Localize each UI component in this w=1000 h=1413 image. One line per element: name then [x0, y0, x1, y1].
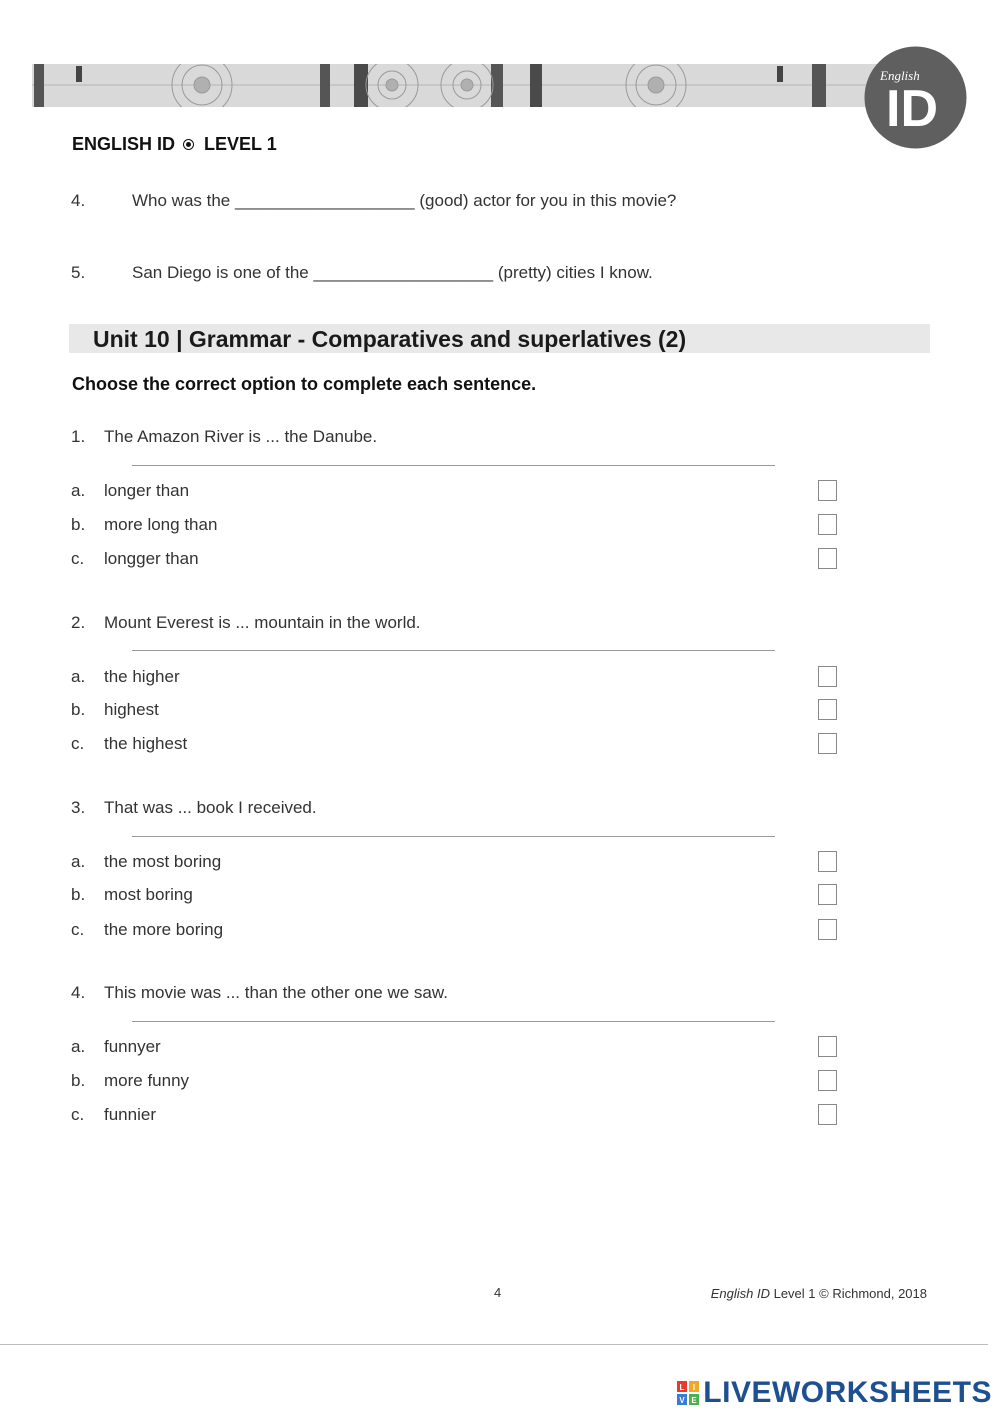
- answer-blank[interactable]: ___________________: [235, 191, 415, 210]
- footer-text: Level 1 © Richmond, 2018: [769, 1286, 927, 1301]
- option-checkbox[interactable]: [818, 733, 837, 754]
- option-checkbox[interactable]: [818, 1070, 837, 1091]
- item-text-before: Who was the: [132, 191, 231, 210]
- option-letter: a.: [71, 667, 86, 686]
- option-letter: c.: [71, 549, 85, 568]
- answer-blank[interactable]: ___________________: [313, 263, 494, 282]
- page-number: 4: [494, 1285, 502, 1300]
- option-checkbox[interactable]: [818, 851, 837, 872]
- copyright-footer: [711, 1286, 927, 1301]
- item-text-after: (good) actor for you in this movie?: [419, 191, 677, 210]
- question-text: The Amazon River is ... the Danube.: [104, 427, 378, 446]
- question-text: Mount Everest is ... mountain in the world.: [104, 613, 421, 632]
- answer-option: [71, 667, 180, 687]
- option-checkbox[interactable]: [818, 884, 837, 905]
- answer-option: [71, 481, 189, 501]
- answer-option: [71, 1071, 189, 1091]
- answer-option: [71, 1105, 156, 1125]
- option-checkbox[interactable]: [818, 699, 837, 720]
- option-letter: b.: [71, 700, 86, 719]
- fill-item: [71, 263, 653, 283]
- liveworksheets-badge-icon: [677, 1381, 699, 1405]
- item-text-before: San Diego is one of the: [132, 263, 309, 282]
- option-checkbox[interactable]: [818, 514, 837, 535]
- option-letter: b.: [71, 885, 86, 904]
- badge-letter: I: [693, 1383, 696, 1392]
- badge-letter: E: [691, 1396, 697, 1405]
- instructions: Choose the correct option to complete each sentence.: [72, 374, 537, 394]
- header-level: LEVEL 1: [204, 134, 277, 154]
- item-number: 5.: [71, 263, 86, 282]
- option-letter: a.: [71, 852, 86, 871]
- bullet-icon: [183, 139, 194, 150]
- option-letter: c.: [71, 1105, 85, 1124]
- question-number: 2.: [71, 613, 86, 632]
- liveworksheets-watermark: [677, 1375, 992, 1411]
- header-brand: ENGLISH ID: [72, 134, 176, 154]
- question-text: This movie was ... than the other one we saw.: [104, 983, 448, 1002]
- question-number: 1.: [71, 427, 86, 446]
- question: [71, 427, 377, 447]
- answer-option: [71, 549, 199, 569]
- answer-option: [71, 920, 223, 940]
- question: [71, 798, 317, 818]
- option-letter: a.: [71, 481, 86, 500]
- badge-letter: V: [679, 1396, 685, 1405]
- divider: [132, 650, 775, 651]
- section-title: Unit 10 | Grammar - Comparatives and superlatives (2): [69, 324, 930, 353]
- option-text: the highest: [104, 734, 188, 753]
- worksheet-header: [72, 134, 277, 155]
- option-checkbox[interactable]: [818, 666, 837, 687]
- divider: [132, 1021, 775, 1022]
- question-text: That was ... book I received.: [104, 798, 317, 817]
- option-letter: b.: [71, 1071, 86, 1090]
- question-number: 3.: [71, 798, 86, 817]
- footer-brand: English ID: [710, 1286, 770, 1301]
- option-text: highest: [104, 700, 159, 719]
- divider: [132, 836, 775, 837]
- answer-option: [71, 734, 187, 754]
- question-number: 4.: [71, 983, 86, 1002]
- option-text: more funny: [104, 1071, 190, 1090]
- option-letter: a.: [71, 1037, 86, 1056]
- option-letter: b.: [71, 515, 86, 534]
- option-text: more long than: [104, 515, 218, 534]
- english-id-logo: [864, 46, 967, 149]
- badge-letter: L: [679, 1383, 685, 1392]
- liveworksheets-text: LIVEWORKSHEETS: [703, 1376, 992, 1409]
- option-text: funnier: [104, 1105, 156, 1124]
- footer-rule: [0, 1344, 988, 1345]
- option-text: funnyer: [104, 1037, 161, 1056]
- option-checkbox[interactable]: [818, 1104, 837, 1125]
- fill-item: [71, 191, 676, 211]
- option-letter: c.: [71, 920, 85, 939]
- question: [71, 613, 421, 633]
- item-text-after: (pretty) cities I know.: [497, 263, 653, 282]
- option-text: the more boring: [104, 920, 224, 939]
- answer-option: [71, 700, 159, 720]
- answer-option: [71, 515, 217, 535]
- divider: [132, 465, 775, 466]
- option-checkbox[interactable]: [818, 1036, 837, 1057]
- item-number: 4.: [71, 191, 86, 210]
- svg-text:ID: ID: [886, 80, 938, 138]
- option-text: longer than: [104, 481, 190, 500]
- option-text: the higher: [104, 667, 180, 686]
- option-checkbox[interactable]: [818, 480, 837, 501]
- option-letter: c.: [71, 734, 85, 753]
- question: [71, 983, 448, 1003]
- svg-text:English: English: [880, 68, 920, 83]
- option-checkbox[interactable]: [818, 919, 837, 940]
- answer-option: [71, 852, 221, 872]
- option-checkbox[interactable]: [818, 548, 837, 569]
- option-text: longger than: [104, 549, 199, 568]
- option-text: most boring: [104, 885, 193, 904]
- answer-option: [71, 885, 193, 905]
- answer-option: [71, 1037, 161, 1057]
- option-text: the most boring: [104, 852, 222, 871]
- header-banner: [32, 64, 932, 107]
